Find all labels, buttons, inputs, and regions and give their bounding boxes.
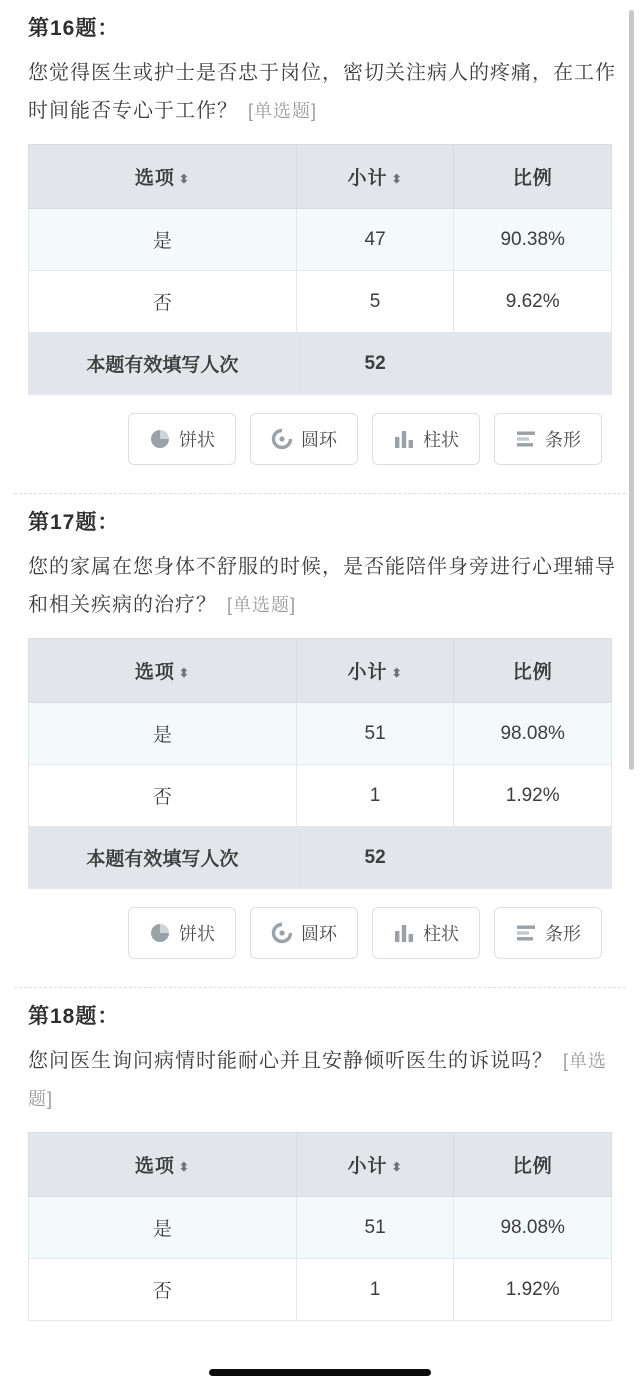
header-percent bbox=[454, 639, 612, 703]
cell-total-label: 本题有效填写人次 bbox=[29, 827, 297, 889]
cell-percent: 9.62% bbox=[454, 271, 612, 333]
question-text bbox=[28, 1042, 626, 1118]
table-total-row bbox=[29, 333, 612, 395]
scrollbar-track[interactable] bbox=[632, 0, 637, 1386]
chart-buttons-group bbox=[14, 907, 602, 959]
header-percent-label: 比例 bbox=[512, 168, 553, 189]
result-table bbox=[28, 144, 612, 395]
table-header-row bbox=[29, 145, 612, 209]
column-chart-button[interactable] bbox=[372, 907, 480, 959]
column-chart-label: 柱状 bbox=[423, 924, 459, 944]
bar-chart-label: 条形 bbox=[545, 924, 581, 944]
question-block-17 bbox=[14, 494, 626, 988]
chart-buttons-group bbox=[14, 413, 602, 465]
column-chart-icon bbox=[393, 428, 415, 450]
header-option-label: 选项 bbox=[134, 1156, 175, 1177]
bar-chart-button[interactable] bbox=[494, 413, 602, 465]
cell-total-label: 本题有效填写人次 bbox=[29, 333, 297, 395]
cell-count: 51 bbox=[296, 1197, 454, 1259]
cell-option: 是 bbox=[29, 209, 297, 271]
sort-icon[interactable]: ⬍ bbox=[178, 665, 190, 680]
cell-count: 1 bbox=[296, 765, 454, 827]
result-table bbox=[28, 1132, 612, 1321]
question-body: 您的家属在您身体不舒服的时候，是否能陪伴身旁进行心理辅导和相关疾病的治疗？ bbox=[28, 556, 616, 616]
table-total-row bbox=[29, 827, 612, 889]
donut-chart-icon bbox=[271, 428, 293, 450]
pie-chart-label: 饼状 bbox=[179, 430, 215, 450]
sort-icon[interactable]: ⬍ bbox=[391, 1159, 403, 1174]
donut-chart-label: 圆环 bbox=[301, 924, 337, 944]
header-count-label: 小计 bbox=[347, 662, 388, 683]
cell-total-percent bbox=[454, 333, 612, 395]
question-text bbox=[28, 54, 626, 130]
cell-percent: 1.92% bbox=[454, 765, 612, 827]
table-row bbox=[29, 765, 612, 827]
sort-icon[interactable]: ⬍ bbox=[391, 171, 403, 186]
scrollbar-thumb[interactable] bbox=[629, 10, 634, 770]
pie-chart-button[interactable] bbox=[128, 907, 236, 959]
header-count-label: 小计 bbox=[347, 168, 388, 189]
header-count-label: 小计 bbox=[347, 1156, 388, 1177]
question-number: 第17题： bbox=[28, 511, 120, 534]
table-row bbox=[29, 271, 612, 333]
header-count[interactable] bbox=[296, 145, 454, 209]
sort-icon[interactable]: ⬍ bbox=[178, 171, 190, 186]
header-count[interactable] bbox=[296, 639, 454, 703]
donut-chart-icon bbox=[271, 922, 293, 944]
table-row bbox=[29, 1259, 612, 1321]
donut-chart-button[interactable] bbox=[250, 907, 358, 959]
bar-chart-icon bbox=[515, 922, 537, 944]
question-type: [单选题] bbox=[248, 101, 318, 121]
header-option-label: 选项 bbox=[134, 168, 175, 189]
bar-chart-icon bbox=[515, 428, 537, 450]
pie-chart-icon bbox=[149, 428, 171, 450]
cell-option: 否 bbox=[29, 1259, 297, 1321]
header-percent bbox=[454, 145, 612, 209]
table-row bbox=[29, 1197, 612, 1259]
cell-total-count: 52 bbox=[296, 333, 454, 395]
table-row bbox=[29, 703, 612, 765]
cell-option: 否 bbox=[29, 765, 297, 827]
bar-chart-label: 条形 bbox=[545, 430, 581, 450]
cell-option: 否 bbox=[29, 271, 297, 333]
cell-percent: 90.38% bbox=[454, 209, 612, 271]
donut-chart-label: 圆环 bbox=[301, 430, 337, 450]
donut-chart-button[interactable] bbox=[250, 413, 358, 465]
cell-percent: 1.92% bbox=[454, 1259, 612, 1321]
question-number: 第16题： bbox=[28, 17, 120, 40]
cell-percent: 98.08% bbox=[454, 703, 612, 765]
bar-chart-button[interactable] bbox=[494, 907, 602, 959]
cell-total-percent bbox=[454, 827, 612, 889]
column-chart-button[interactable] bbox=[372, 413, 480, 465]
cell-count: 51 bbox=[296, 703, 454, 765]
table-header-row bbox=[29, 1133, 612, 1197]
home-indicator bbox=[209, 1369, 431, 1376]
cell-percent: 98.08% bbox=[454, 1197, 612, 1259]
table-row bbox=[29, 209, 612, 271]
cell-count: 47 bbox=[296, 209, 454, 271]
header-option[interactable] bbox=[29, 639, 297, 703]
result-table bbox=[28, 638, 612, 889]
header-percent-label: 比例 bbox=[512, 662, 553, 683]
header-percent-label: 比例 bbox=[512, 1156, 553, 1177]
pie-chart-button[interactable] bbox=[128, 413, 236, 465]
question-text bbox=[28, 548, 626, 624]
column-chart-icon bbox=[393, 922, 415, 944]
cell-total-count: 52 bbox=[296, 827, 454, 889]
column-chart-label: 柱状 bbox=[423, 430, 459, 450]
question-type: [单选题] bbox=[227, 595, 297, 615]
header-percent bbox=[454, 1133, 612, 1197]
question-block-16 bbox=[14, 0, 626, 494]
pie-chart-icon bbox=[149, 922, 171, 944]
header-option-label: 选项 bbox=[134, 662, 175, 683]
pie-chart-label: 饼状 bbox=[179, 924, 215, 944]
question-number: 第18题： bbox=[28, 1005, 120, 1028]
cell-count: 5 bbox=[296, 271, 454, 333]
header-option[interactable] bbox=[29, 145, 297, 209]
sort-icon[interactable]: ⬍ bbox=[391, 665, 403, 680]
cell-option: 是 bbox=[29, 703, 297, 765]
cell-option: 是 bbox=[29, 1197, 297, 1259]
question-type: [单选题] bbox=[28, 1051, 608, 1109]
header-option[interactable] bbox=[29, 1133, 297, 1197]
question-block-18 bbox=[14, 988, 626, 1321]
table-header-row bbox=[29, 639, 612, 703]
header-count[interactable] bbox=[296, 1133, 454, 1197]
question-body: 您问医生询问病情时能耐心并且安静倾听医生的诉说吗？ bbox=[28, 1050, 553, 1072]
question-body: 您觉得医生或护士是否忠于岗位，密切关注病人的疼痛，在工作时间能否专心于工作？ bbox=[28, 62, 616, 122]
cell-count: 1 bbox=[296, 1259, 454, 1321]
sort-icon[interactable]: ⬍ bbox=[178, 1159, 190, 1174]
